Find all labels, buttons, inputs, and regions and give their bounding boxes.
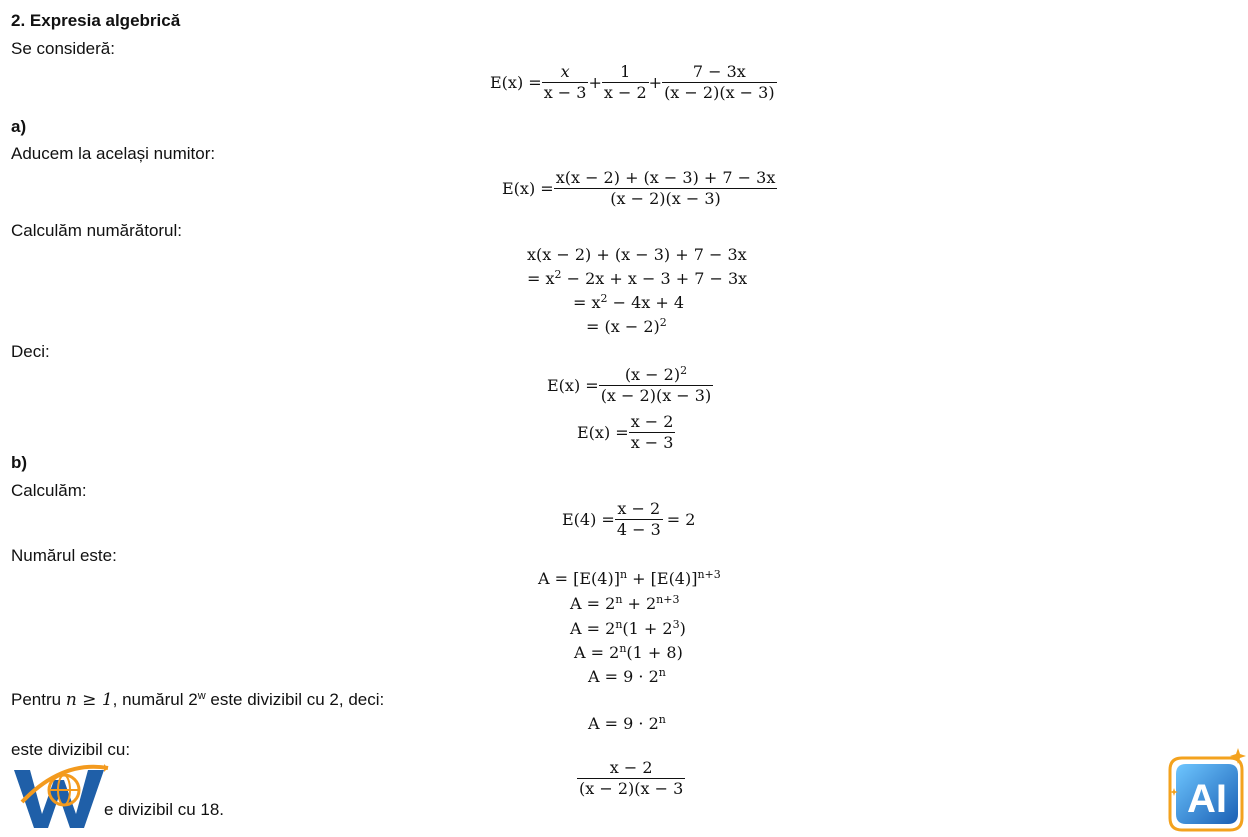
fraction-1: $\frac{x}{x - 3}$: [543, 62, 587, 102]
numarul-label: Numărul este:: [11, 546, 117, 565]
fraction-common: $\frac{x(x - 2) + (x - 3) + 7 - 3x}{(x - 2)(x - 3)}$: [555, 168, 776, 208]
intro-text: Se consideră:: [11, 39, 115, 58]
expression-simplify: E(x) = $\frac{(x - 2)^2}{(x - 2)(x - 3)}$: [547, 364, 712, 405]
calculam-label: Calculăm:: [11, 481, 87, 500]
fraction-result: $\frac{x - 2}{x - 3}$: [630, 412, 674, 452]
calc-numerator-label: Calculăm numărătorul:: [11, 221, 183, 240]
expression-common-denominator: E(x) = $\frac{x(x - 2) + (x - 3) + 7 - 3x}{(x - 2)(x - 3)}$: [502, 168, 776, 208]
expression-original: E(x) = $\frac{x}{x - 3}$ + $\frac{1}{x - 2}$ + $\frac{7 - 3x}{(x - 2)(x - 3)}$: [490, 62, 775, 102]
aducem-text: Aducem la același numitor:: [11, 144, 216, 163]
step-1: x(x − 2) + (x − 3) + 7 − 3x: [527, 245, 747, 264]
step-2: = $x^2 - 2x + x - 3 + 7 - 3x$: [527, 268, 748, 288]
a-step-3: $A = 2^n(1 + 2^3)$: [570, 618, 686, 638]
ai-logo-icon: [1168, 748, 1248, 837]
a-step-1: $A = [E(4)]^n + [E(4)]^{n+3}$: [538, 568, 721, 588]
fraction-simplify: $\frac{(x - 2)^2}{(x - 2)(x - 3)}$: [600, 364, 712, 405]
expression-result: E(x) = $\frac{x - 2}{x - 3}$: [577, 412, 674, 452]
last-fraction: $\frac{x - 2}{(x - 2)(x - 3}$: [579, 758, 684, 798]
part-b-label: b): [11, 453, 28, 472]
part-a-label: a): [11, 117, 27, 136]
a-step-5: $A = 9 \cdot 2^n$: [588, 666, 666, 686]
step-4: = $(x - 2)^2$: [586, 316, 667, 336]
divizibil-cu-label: este divizibil cu:: [11, 740, 131, 759]
fraction-e4: $\frac{x - 2}{4 - 3}$: [616, 499, 661, 539]
step-3: = $x^2 - 4x + 4$: [573, 292, 685, 312]
conclusion-text: e divizibil cu 18.: [104, 800, 225, 819]
expr-lhs: E(x) =: [490, 72, 542, 92]
fraction-2: $\frac{1}{x - 2}$: [603, 62, 647, 102]
a-final: $A = 9 \cdot 2^n$: [588, 713, 666, 733]
a-step-2: $A = 2^n + 2^{n+3}$: [570, 593, 680, 613]
section-heading: 2. Expresia algebrică: [11, 11, 181, 30]
expression-e4: E(4) = $\frac{x - 2}{4 - 3}$ = 2: [562, 499, 696, 539]
svg-text:AI: AI: [1187, 777, 1227, 821]
watermark-w-logo: [12, 762, 112, 837]
pentru-line: Pentru n ≥ 1, numărul 2$^w$ este divizibil cu 2, deci:: [11, 690, 385, 710]
fraction-3: $\frac{7 - 3x}{(x - 2)(x - 3)}$: [664, 62, 775, 102]
a-step-4: $A = 2^n(1 + 8)$: [574, 642, 683, 662]
deci-label: Deci:: [11, 342, 50, 361]
